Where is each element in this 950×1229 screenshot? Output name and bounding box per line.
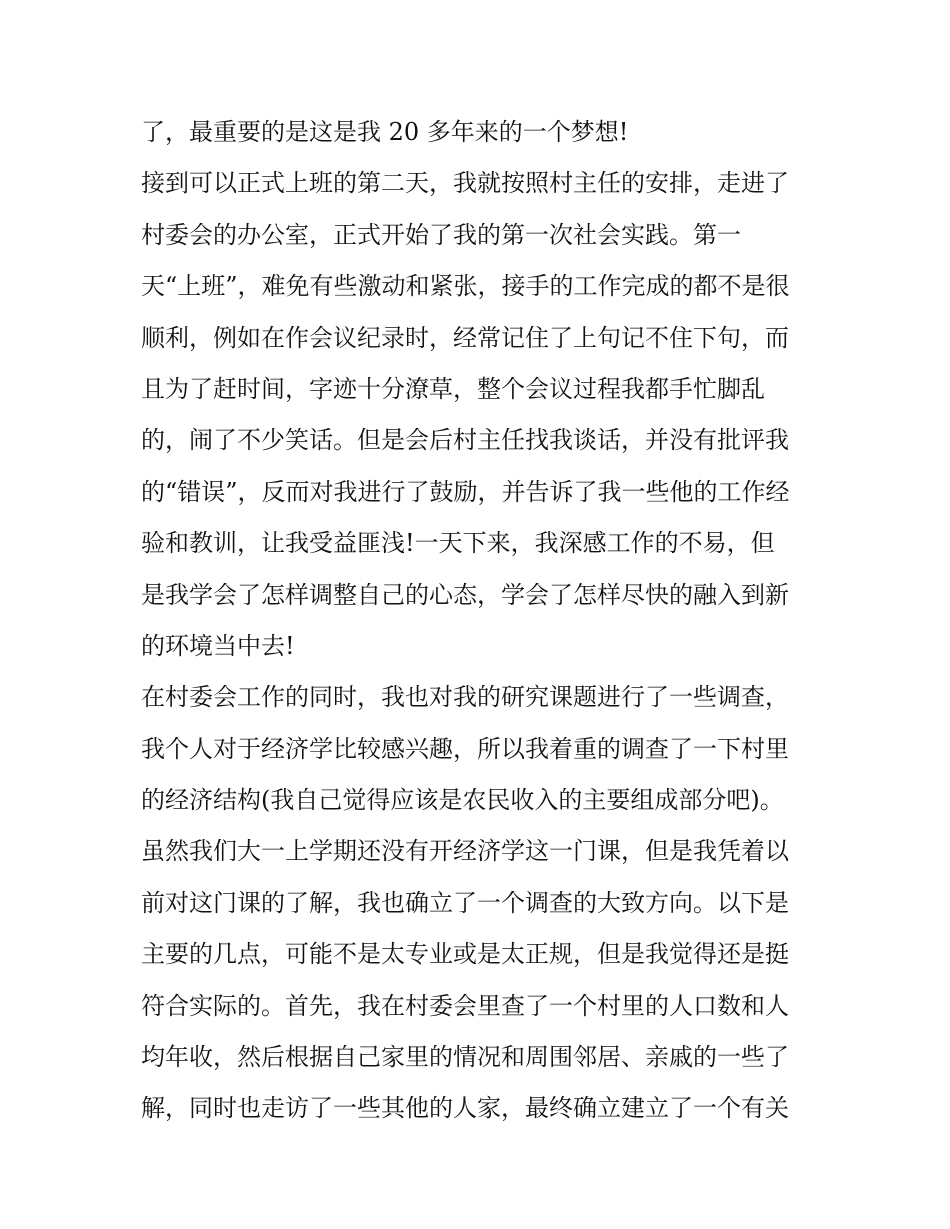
- text-line: 我个人对于经济学比较感兴趣，所以我着重的调查了一下村里: [141, 734, 789, 763]
- text-line: 村委会的办公室，正式开始了我的第一次社会实践。第一: [141, 220, 741, 249]
- text-line: 的经济结构(我自己觉得应该是农民收入的主要组成部分吧)。: [141, 786, 784, 815]
- text-line: 符合实际的。首先，我在村委会里查了一个村里的人口数和人: [141, 991, 789, 1020]
- text-line: 的“错误”，反而对我进行了鼓励，并告诉了我一些他的工作经: [141, 477, 790, 506]
- text-line: 在村委会工作的同时，我也对我的研究课题进行了一些调查，: [141, 683, 789, 712]
- text-line: 前对这门课的了解，我也确立了一个调查的大致方向。以下是: [141, 888, 789, 917]
- text-line: 天“上班”，难免有些激动和紧张，接手的工作完成的都不是很: [141, 272, 790, 301]
- text-line: 均年收，然后根据自己家里的情况和周围邻居、亲戚的一些了: [141, 1043, 789, 1072]
- text-line: 且为了赶时间，字迹十分潦草，整个会议过程我都手忙脚乱: [141, 374, 765, 403]
- text-line: 的环境当中去!: [141, 631, 295, 660]
- text-line: 验和教训，让我受益匪浅!一天下来，我深感工作的不易，但: [141, 529, 775, 558]
- text-line: 接到可以正式上班的第二天，我就按照村主任的安排，走进了: [141, 169, 789, 198]
- text-line: 顺利，例如在作会议纪录时，经常记住了上句记不住下句，而: [141, 323, 789, 352]
- text-line: 虽然我们大一上学期还没有开经济学这一门课，但是我凭着以: [141, 837, 789, 866]
- body-text: [141, 107, 813, 1135]
- text-line: 主要的几点，可能不是太专业或是太正规，但是我觉得还是挺: [141, 940, 789, 969]
- text-line: 的，闹了不少笑话。但是会后村主任找我谈话，并没有批评我: [141, 426, 789, 455]
- text-line: 了，最重要的是这是我 20 多年来的一个梦想!: [141, 118, 629, 146]
- text-line: 是我学会了怎样调整自己的心态，学会了怎样尽快的融入到新: [141, 580, 789, 609]
- text-line: 解，同时也走访了一些其他的人家，最终确立建立了一个有关: [141, 1094, 789, 1123]
